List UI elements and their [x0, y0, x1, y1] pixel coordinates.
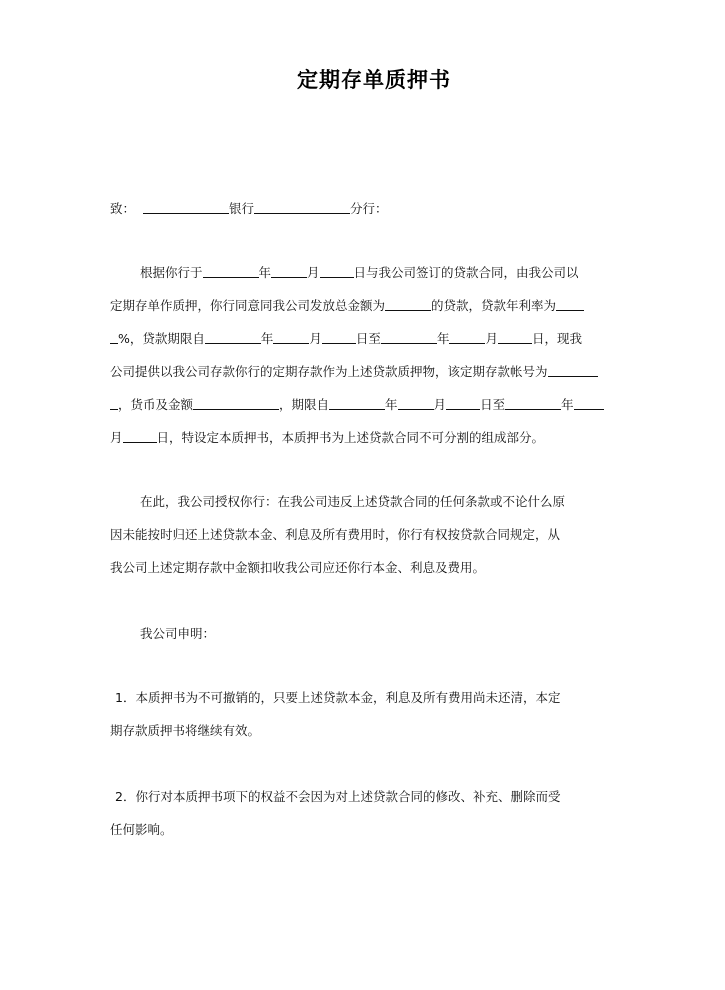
interest-rate-blank-continued[interactable] — [110, 331, 118, 344]
loan-start-month-blank[interactable] — [273, 331, 309, 344]
text-segment: 年 — [561, 397, 574, 412]
text-segment: 年 — [258, 265, 272, 280]
address-line — [110, 200, 388, 218]
deposit-start-year-blank[interactable] — [329, 397, 385, 410]
deposit-end-month-blank[interactable] — [574, 397, 604, 410]
deposit-account-blank[interactable] — [548, 364, 598, 377]
paragraph1-line1 — [140, 264, 579, 282]
bank-name-blank[interactable] — [143, 201, 229, 214]
text-segment: 公司提供以我公司存款你行的定期存款作为上述贷款质押物，该定期存款帐号为 — [110, 364, 548, 379]
loan-end-year-blank[interactable] — [381, 331, 437, 344]
paragraph1-line6 — [110, 429, 544, 447]
paragraph1-line2 — [110, 297, 584, 315]
text-segment: 年 — [260, 331, 274, 346]
paragraph1-line5 — [110, 396, 604, 414]
declaration-heading: 我公司申明： — [140, 626, 216, 641]
branch-label: 分行： — [350, 201, 388, 216]
interest-rate-blank[interactable] — [556, 298, 584, 311]
item1-line2: 期存款质押书将继续有效。 — [110, 723, 261, 738]
text-segment: 日，现我 — [531, 331, 582, 346]
currency-amount-blank[interactable] — [193, 397, 279, 410]
text-segment: 根据你行于 — [140, 265, 203, 280]
item1-line1: 1．本质押书为不可撤销的，只要上述贷款本金，利息及所有费用尚未还清，本定 — [115, 690, 561, 705]
text-segment: 年 — [436, 331, 450, 346]
text-segment: 定期存单作质押，你行同意同我公司发放总金额为 — [110, 298, 386, 313]
text-segment: 日，特设定本质押书，本质押书为上述贷款合同不可分割的组成部分。 — [156, 430, 545, 445]
deposit-start-day-blank[interactable] — [446, 397, 480, 410]
text-segment: %，贷款期限自 — [118, 331, 205, 346]
text-segment: 日至 — [480, 397, 506, 412]
paragraph1-line3 — [110, 330, 582, 348]
deposit-end-year-blank[interactable] — [505, 397, 561, 410]
branch-name-blank[interactable] — [254, 201, 350, 214]
contract-day-blank[interactable] — [320, 265, 354, 278]
text-segment: 月 — [433, 397, 447, 412]
document-title: 定期存单质押书 — [297, 67, 451, 92]
contract-year-blank[interactable] — [203, 265, 259, 278]
address-prefix: 致： — [110, 201, 136, 216]
deposit-account-blank-continued[interactable] — [110, 397, 118, 410]
item2-line1: 2．你行对本质押书项下的权益不会因为对上述贷款合同的修改、补充、删除而受 — [115, 789, 561, 804]
loan-start-year-blank[interactable] — [205, 331, 261, 344]
text-segment: 月 — [110, 430, 123, 445]
paragraph1-line4 — [110, 363, 598, 381]
text-segment: 年 — [385, 397, 398, 412]
loan-end-day-blank[interactable] — [498, 331, 532, 344]
text-segment: 月 — [307, 265, 320, 280]
paragraph2-line3: 我公司上述定期存款中金额扣收我公司应还你行本金、利息及费用。 — [110, 560, 486, 575]
loan-end-month-blank[interactable] — [449, 331, 485, 344]
text-segment: 月 — [309, 331, 322, 346]
text-segment: 日与我公司签订的贷款合同，由我公司以 — [353, 265, 579, 280]
loan-start-day-blank[interactable] — [322, 331, 356, 344]
paragraph2-line2: 因未能按时归还上述贷款本金、利息及所有费用时，你行有权按贷款合同规定，从 — [110, 527, 561, 542]
deposit-end-day-blank[interactable] — [123, 430, 157, 443]
item2-line2: 任何影响。 — [110, 822, 173, 837]
contract-month-blank[interactable] — [271, 265, 307, 278]
text-segment: ，期限自 — [279, 397, 330, 412]
loan-amount-blank[interactable] — [385, 298, 431, 311]
text-segment: 月 — [485, 331, 498, 346]
deposit-start-month-blank[interactable] — [398, 397, 434, 410]
text-segment: 的贷款，贷款年利率为 — [431, 298, 557, 313]
text-segment: ，货币及金额 — [118, 397, 194, 412]
text-segment: 日至 — [355, 331, 381, 346]
paragraph2-line1: 在此，我公司授权你行：在我公司违反上述贷款合同的任何条款或不论什么原 — [140, 494, 566, 509]
bank-label: 银行 — [229, 201, 255, 216]
